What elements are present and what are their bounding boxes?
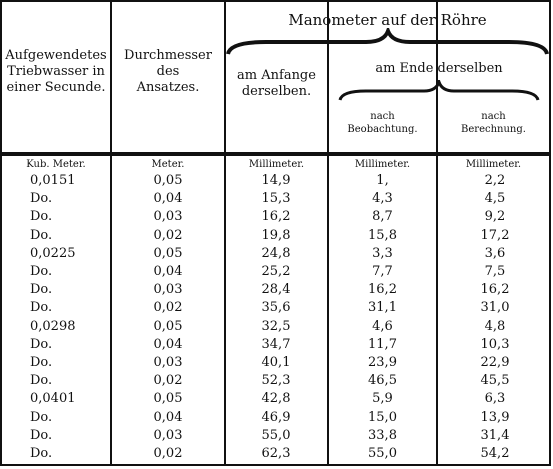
cell-berechnung: 6,3 [484, 391, 506, 407]
cell-anfange: 25,2 [261, 264, 291, 279]
cell-triebwasser: Do. [30, 446, 53, 461]
cell-beobachtung: 55,0 [368, 446, 397, 461]
cell-berechnung: 7,5 [484, 264, 506, 279]
cell-durchmesser: 0,03 [153, 355, 183, 370]
header-berechnung-line-1: nach [481, 111, 506, 122]
cell-durchmesser: 0,02 [153, 300, 183, 316]
manometer-brace [226, 28, 549, 56]
cell-durchmesser: 0,04 [153, 336, 183, 352]
ende-brace [338, 80, 541, 102]
cell-anfange: 15,3 [261, 191, 291, 207]
header-beobachtung [329, 110, 436, 136]
header-beobachtung-line-1: nach [370, 111, 395, 122]
cell-durchmesser: 0,05 [153, 318, 183, 334]
cell-triebwasser: 0,0151 [30, 173, 76, 188]
header-triebwasser-line-3: einer Secunde. [6, 80, 106, 95]
cell-triebwasser: Do. [30, 282, 53, 298]
cell-beobachtung: 33,8 [368, 427, 397, 443]
table-border-top [0, 0, 551, 2]
cell-anfange: 62,3 [261, 446, 291, 461]
cell-triebwasser: Do. [30, 336, 53, 352]
cell-beobachtung: 15,0 [368, 409, 397, 425]
cell-anfange: 35,6 [261, 300, 291, 316]
cell-beobachtung: 4,6 [372, 318, 393, 334]
cell-durchmesser: 0,03 [153, 209, 183, 225]
cell-anfange: 16,2 [261, 209, 291, 225]
cell-durchmesser: 0,03 [153, 427, 183, 443]
cell-berechnung: 13,9 [480, 409, 510, 425]
unit-millimeter-beobachtung: Millimeter. [354, 159, 411, 170]
unit-millimeter-berechnung: Millimeter. [465, 159, 522, 170]
cell-berechnung: 31,0 [480, 300, 510, 316]
table-border-bottom [0, 464, 551, 466]
cell-anfange: 14,9 [261, 173, 291, 188]
cell-berechnung: 54,2 [480, 446, 510, 461]
cell-berechnung: 16,2 [480, 282, 510, 298]
header-anfange [226, 68, 327, 100]
cell-triebwasser: Do. [30, 300, 53, 316]
header-berechnung-line-2: Berechnung. [461, 124, 526, 135]
cell-anfange: 42,8 [261, 391, 291, 407]
cell-berechnung: 4,8 [484, 318, 506, 334]
cell-berechnung: 17,2 [480, 227, 510, 243]
header-rule [0, 152, 551, 156]
unit-kub-meter: Kub. Meter. [26, 159, 86, 170]
cell-beobachtung: 8,7 [372, 209, 393, 225]
cell-anfange: 34,7 [261, 336, 291, 352]
cell-berechnung: 2,2 [484, 173, 506, 188]
cell-triebwasser: Do. [30, 355, 53, 370]
cell-beobachtung: 11,7 [368, 336, 397, 352]
header-triebwasser [2, 48, 110, 96]
cell-beobachtung: 5,9 [372, 391, 393, 407]
cell-anfange: 24,8 [261, 245, 291, 261]
cell-beobachtung: 15,8 [368, 227, 397, 243]
cell-triebwasser: Do. [30, 373, 53, 389]
cell-beobachtung: 7,7 [372, 264, 393, 279]
cell-berechnung: 22,9 [480, 355, 510, 370]
cell-beobachtung: 1, [376, 173, 389, 188]
cell-triebwasser: 0,0225 [30, 245, 76, 261]
cell-durchmesser: 0,05 [153, 391, 183, 407]
cell-durchmesser: 0,03 [153, 282, 183, 298]
cell-durchmesser: 0,02 [153, 227, 183, 243]
header-anfange-line-2: derselben. [241, 84, 312, 99]
cell-berechnung: 3,6 [484, 245, 506, 261]
cell-triebwasser: Do. [30, 191, 53, 207]
header-triebwasser-line-1: Aufgewendetes [5, 48, 107, 63]
header-durchmesser-line-3: Ansatzes. [136, 80, 200, 95]
cell-berechnung: 45,5 [480, 373, 510, 389]
cell-durchmesser: 0,02 [153, 446, 183, 461]
cell-triebwasser: 0,0401 [30, 391, 76, 407]
cell-triebwasser: Do. [30, 209, 53, 225]
cell-triebwasser: Do. [30, 264, 53, 279]
header-ende: am Ende derselben [375, 61, 503, 76]
cell-anfange: 40,1 [261, 355, 291, 370]
cell-berechnung: 10,3 [480, 336, 510, 352]
cell-triebwasser: 0,0298 [30, 318, 76, 334]
cell-anfange: 46,9 [261, 409, 291, 425]
unit-meter: Meter. [151, 159, 185, 170]
cell-berechnung: 9,2 [484, 209, 506, 225]
cell-beobachtung: 23,9 [368, 355, 397, 370]
header-durchmesser-line-2: des [156, 64, 180, 79]
cell-durchmesser: 0,02 [153, 373, 183, 389]
header-manometer: Manometer auf der Röhre [288, 11, 487, 29]
cell-durchmesser: 0,05 [153, 173, 183, 188]
cell-anfange: 19,8 [261, 227, 291, 243]
cell-anfange: 52,3 [261, 373, 291, 389]
cell-anfange: 55,0 [261, 427, 291, 443]
cell-beobachtung: 3,3 [372, 245, 393, 261]
header-triebwasser-line-2: Triebwasser in [7, 64, 105, 79]
cell-beobachtung: 46,5 [368, 373, 397, 389]
header-anfange-line-1: am Anfange [237, 68, 316, 83]
cell-triebwasser: Do. [30, 409, 53, 425]
cell-beobachtung: 31,1 [368, 300, 397, 316]
cell-beobachtung: 4,3 [372, 191, 393, 207]
header-berechnung [438, 110, 549, 136]
header-beobachtung-line-2: Beobachtung. [347, 124, 418, 135]
cell-durchmesser: 0,04 [153, 264, 183, 279]
cell-durchmesser: 0,04 [153, 409, 183, 425]
cell-berechnung: 4,5 [484, 191, 506, 207]
unit-millimeter-anfang: Millimeter. [248, 159, 305, 170]
cell-triebwasser: Do. [30, 227, 53, 243]
cell-anfange: 28,4 [261, 282, 291, 298]
cell-berechnung: 31,4 [480, 427, 510, 443]
cell-anfange: 32,5 [261, 318, 291, 334]
cell-durchmesser: 0,05 [153, 245, 183, 261]
cell-triebwasser: Do. [30, 427, 53, 443]
cell-beobachtung: 16,2 [368, 282, 397, 298]
header-durchmesser [112, 48, 224, 96]
cell-durchmesser: 0,04 [153, 191, 183, 207]
header-durchmesser-line-1: Durchmesser [124, 48, 212, 63]
